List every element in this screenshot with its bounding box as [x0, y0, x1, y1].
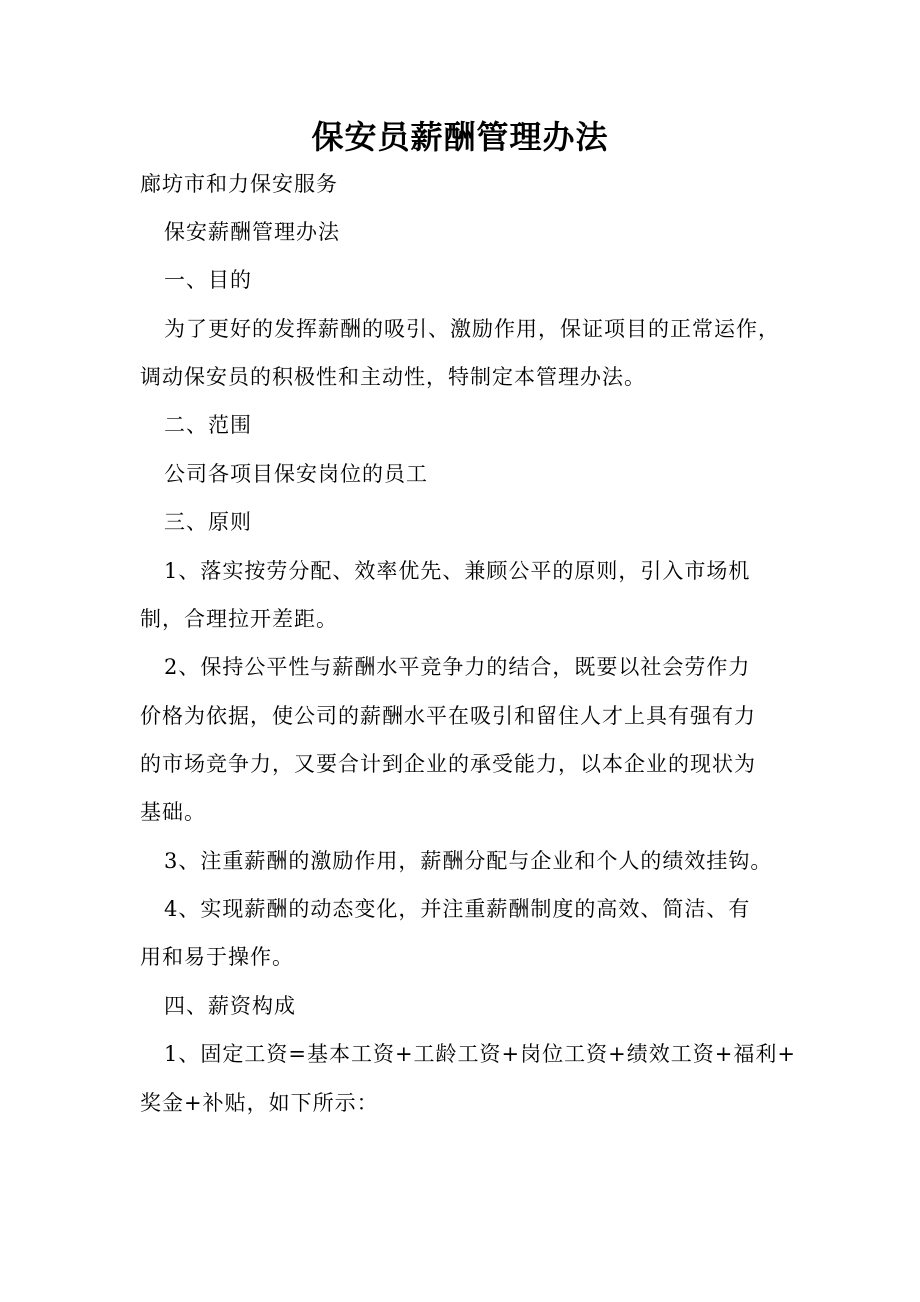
section2-heading: 二、范围 — [164, 413, 252, 437]
section1-heading: 一、目的 — [164, 268, 252, 292]
section3-heading: 三、原则 — [164, 510, 252, 534]
section4-heading: 四、薪资构成 — [164, 994, 296, 1018]
section2-line: 公司各项目保安岗位的员工 — [164, 462, 428, 486]
principle-2-line: 2、保持公平性与薪酬水平竞争力的结合，既要以社会劳作力 — [164, 655, 751, 679]
salary-structure-line: 奖金+补贴，如下所示： — [140, 1091, 379, 1115]
document-subtitle: 保安薪酬管理办法 — [164, 220, 340, 244]
salary-structure-line: 1、固定工资=基本工资+工龄工资+岗位工资+绩效工资+福利+ — [164, 1042, 796, 1066]
section1-line: 为了更好的发挥薪酬的吸引、激励作用，保证项目的正常运作， — [164, 317, 780, 341]
principle-3-line: 3、注重薪酬的激励作用，薪酬分配与企业和个人的绩效挂钩。 — [164, 849, 773, 873]
principle-1-line: 制，合理拉开差距。 — [140, 607, 338, 631]
principle-4-line: 用和易于操作。 — [140, 945, 294, 969]
principle-2-line: 的市场竞争力，又要合计到企业的承受能力，以本企业的现状为 — [140, 752, 756, 776]
section1-line: 调动保安员的积极性和主动性，特制定本管理办法。 — [140, 365, 646, 389]
principle-1-line: 1、落实按劳分配、效率优先、兼顾公平的原则，引入市场机 — [164, 559, 751, 583]
principle-2-line: 价格为依据，使公司的薪酬水平在吸引和留住人才上具有强有力 — [140, 704, 756, 728]
principle-2-line: 基础。 — [140, 800, 206, 824]
document-title: 保安员薪酬管理办法 — [311, 118, 609, 156]
company-name: 廊坊市和力保安服务 — [140, 172, 338, 196]
principle-4-line: 4、实现薪酬的动态变化，并注重薪酬制度的高效、简洁、有 — [164, 897, 751, 921]
